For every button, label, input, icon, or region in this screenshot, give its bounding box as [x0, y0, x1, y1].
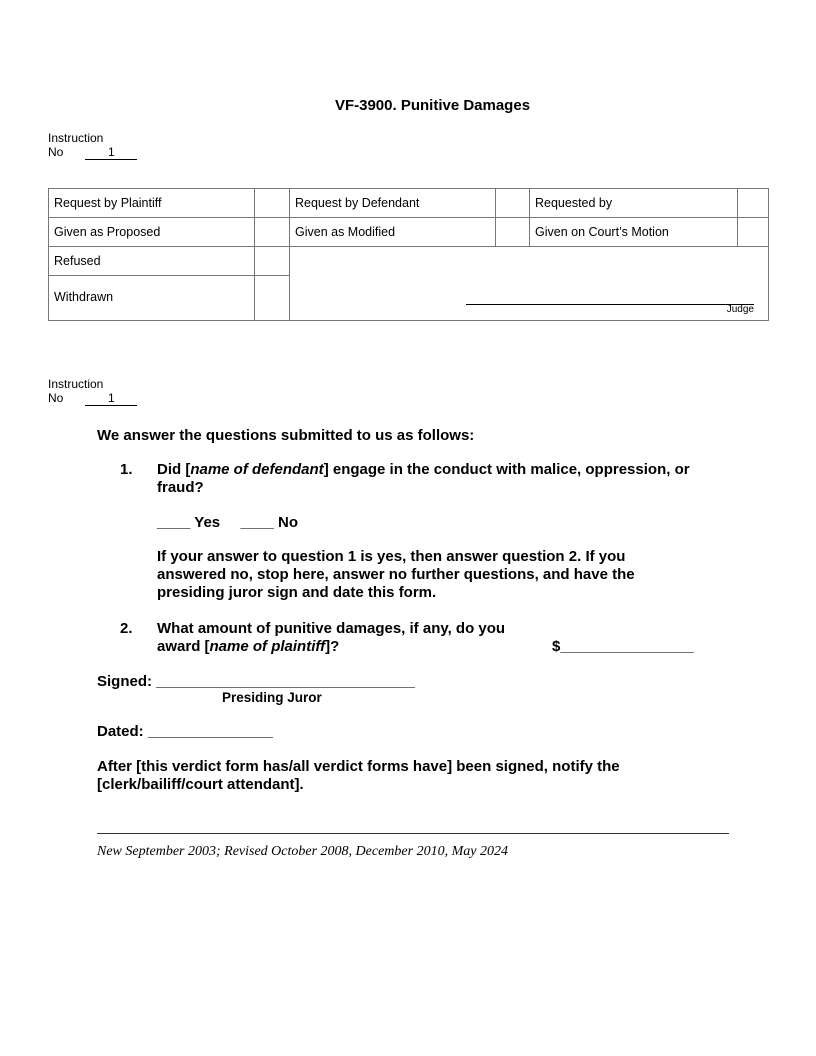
- dated-row: [97, 723, 273, 741]
- dated-label: Dated:: [97, 723, 144, 740]
- question-1: [157, 461, 717, 497]
- presiding-juror-label: Presiding Juror: [222, 690, 322, 705]
- instruction-block-1: [48, 131, 137, 160]
- q1-placeholder: name of defendant: [190, 461, 324, 478]
- instruction-label: Instruction: [48, 131, 104, 145]
- q1-text-end: ] engage in the conduct with malice, oppression, or fraud?: [157, 461, 690, 496]
- footer-divider: [97, 833, 729, 834]
- checkbox-request-by-plaintiff[interactable]: [254, 188, 290, 218]
- yes-label: Yes: [194, 514, 221, 531]
- form-intro: We answer the questions submitted to us as follows:: [97, 427, 475, 444]
- signed-label: Signed:: [97, 673, 152, 690]
- q2-text-end: ]?: [325, 638, 340, 655]
- q1-number: 1.: [120, 461, 133, 478]
- cell-given-as-proposed: Given as Proposed: [48, 217, 255, 247]
- instruction-label: Instruction: [48, 377, 104, 391]
- checkbox-given-as-modified[interactable]: [495, 217, 530, 247]
- judge-signature-line[interactable]: [466, 304, 754, 305]
- closing-instruction: After [this verdict form has/all verdict forms have] been signed, notify the [clerk/bailiff/court attendant].: [97, 758, 620, 793]
- amount-field[interactable]: $________________: [552, 638, 694, 655]
- q1-text: Did [: [157, 461, 191, 478]
- question-2: [157, 620, 505, 656]
- instruction-number: 1: [85, 391, 137, 406]
- signed-line[interactable]: _______________________________: [156, 673, 415, 690]
- dated-line[interactable]: _______________: [147, 723, 273, 740]
- q1-instruction: If your answer to question 1 is yes, then answer question 2. If you answered no, stop here, answer no further questions, and have the presiding juror sign and date this form.: [157, 548, 635, 601]
- yes-blank[interactable]: ____: [157, 514, 191, 531]
- signed-row: [97, 673, 415, 691]
- revision-history: New September 2003; Revised October 2008, December 2010, May 2024: [97, 844, 508, 859]
- yes-no-answers: [157, 514, 298, 532]
- cell-withdrawn: Withdrawn: [48, 275, 255, 321]
- page-title: VF-3900. Punitive Damages: [334, 97, 531, 114]
- cell-refused: Refused: [48, 246, 255, 276]
- checkbox-given-as-proposed[interactable]: [254, 217, 290, 247]
- checkbox-requested-by[interactable]: [737, 188, 769, 218]
- checkbox-given-on-courts-motion[interactable]: [737, 217, 769, 247]
- instruction-block-2: [48, 377, 137, 406]
- no-blank[interactable]: ____: [240, 514, 274, 531]
- cell-given-on-courts-motion: Given on Court’s Motion: [529, 217, 738, 247]
- cell-requested-by: Requested by: [529, 188, 738, 218]
- q2-placeholder: name of plaintiff: [209, 638, 326, 655]
- instruction-number: 1: [85, 145, 137, 160]
- q2-text: award [: [157, 638, 210, 655]
- checkbox-withdrawn[interactable]: [254, 275, 290, 321]
- judge-label: Judge: [726, 304, 754, 315]
- q2-number: 2.: [120, 620, 133, 637]
- q2-line1: What amount of punitive damages, if any, do you: [157, 620, 506, 637]
- no-label: No: [48, 391, 64, 405]
- cell-given-as-modified: Given as Modified: [289, 217, 496, 247]
- cell-request-by-defendant: Request by Defendant: [289, 188, 496, 218]
- checkbox-request-by-defendant[interactable]: [495, 188, 530, 218]
- no-label: No: [48, 145, 64, 159]
- no-label: No: [278, 514, 299, 531]
- cell-request-by-plaintiff: Request by Plaintiff: [48, 188, 255, 218]
- checkbox-refused[interactable]: [254, 246, 290, 276]
- judge-signature-cell: [289, 246, 769, 321]
